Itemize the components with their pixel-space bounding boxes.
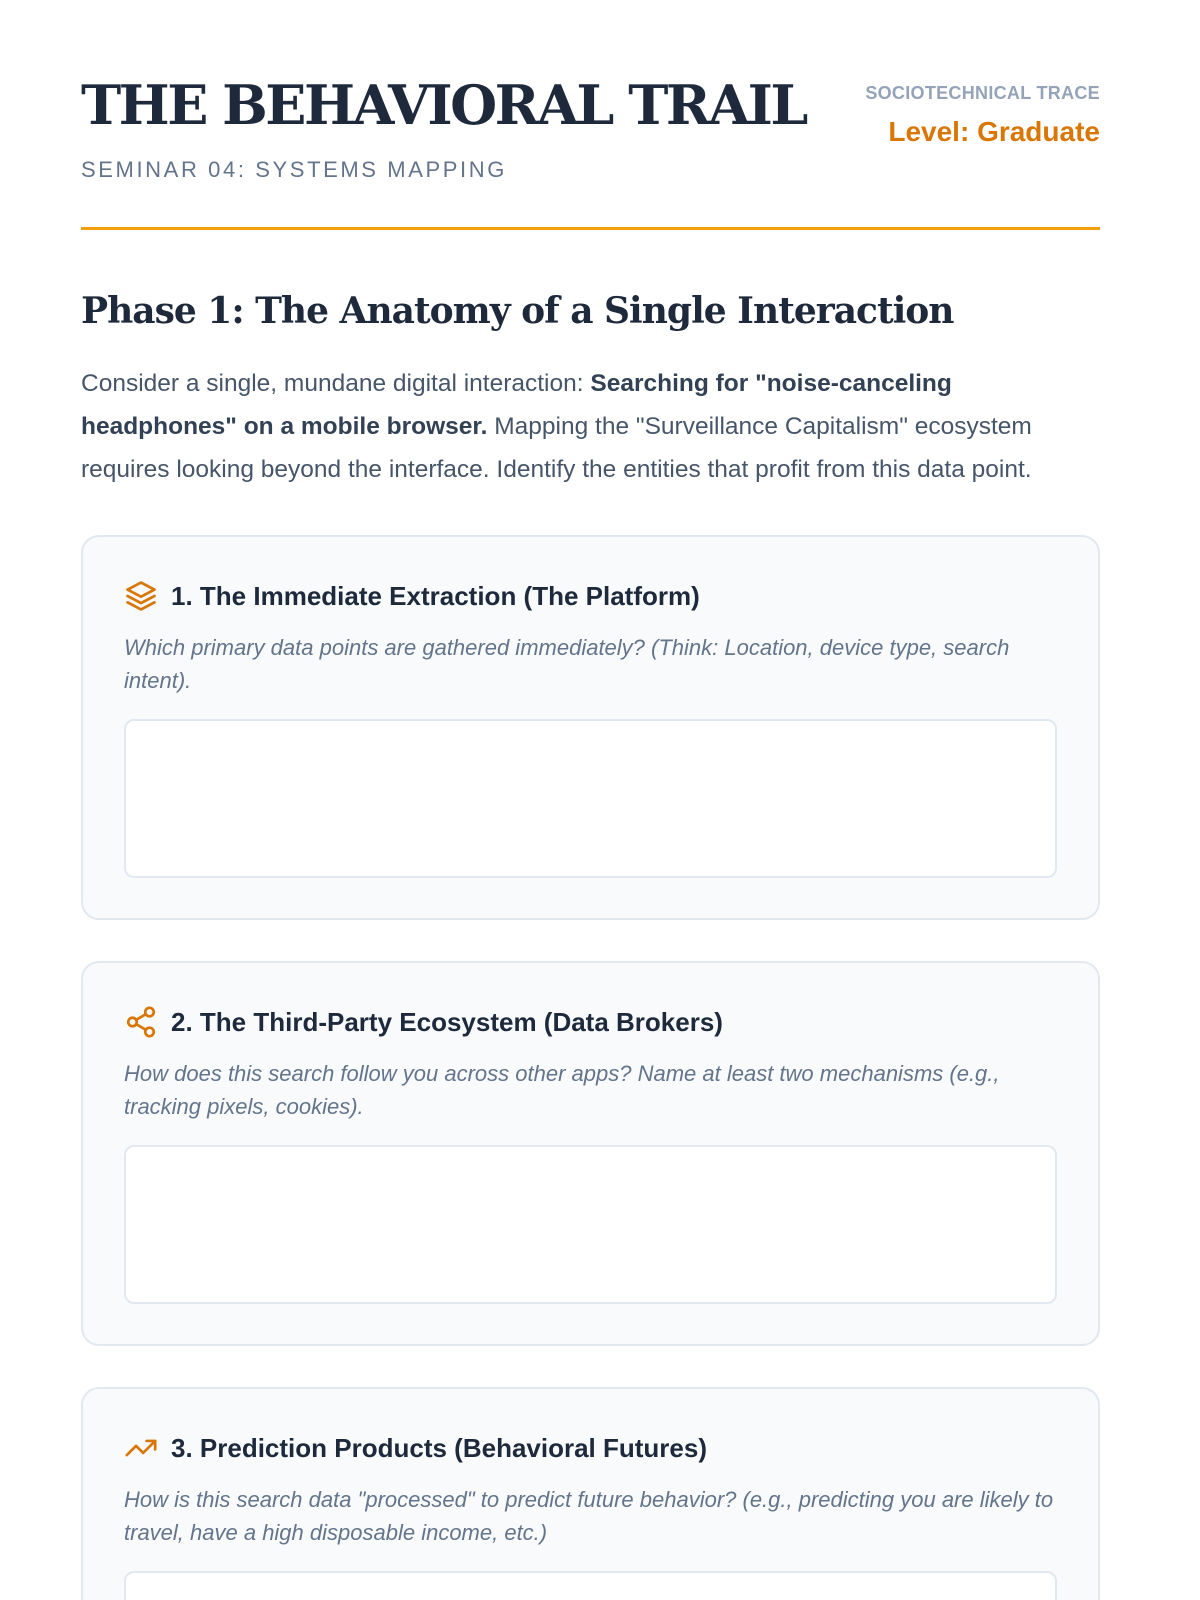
header-meta	[865, 82, 1100, 148]
phase-title: Phase 1: The Anatomy of a Single Interaction	[81, 290, 954, 332]
trending-up-icon	[124, 1431, 158, 1465]
card-header	[124, 1429, 1057, 1467]
answer-textarea-prediction[interactable]	[124, 1571, 1057, 1600]
card-title: 1. The Immediate Extraction (The Platform)	[171, 580, 700, 611]
card-title: 2. The Third-Party Ecosystem (Data Brokers)	[171, 1006, 723, 1037]
intro-lead: Consider a single, mundane digital interaction:	[81, 370, 591, 397]
seminar-subtitle: SEMINAR 04: SYSTEMS MAPPING	[81, 157, 507, 182]
card-hint: Which primary data points are gathered immediately? (Think: Location, device type, search intent).	[124, 635, 1010, 693]
intro-rest: Mapping the "Surveillance Capitalism" ecosystem requires looking beyond the interface. Identify the entities that profit from this data point.	[81, 413, 1032, 483]
card-header	[124, 1003, 1057, 1041]
card-hint: How is this search data "processed" to predict future behavior? (e.g., predicting you are likely to travel, have a high disposable income, etc.)	[124, 1487, 1054, 1545]
page-title: THE BEHAVIORAL TRAIL	[81, 73, 806, 137]
question-card-prediction	[81, 1387, 1100, 1600]
answer-textarea-extraction[interactable]	[124, 719, 1057, 878]
card-hint: How does this search follow you across other apps? Name at least two mechanisms (e.g., tracking pixels, cookies).	[124, 1061, 1000, 1119]
worksheet-header	[81, 0, 1100, 230]
phase-intro	[81, 362, 1100, 491]
trace-kicker: SOCIOTECHNICAL TRACE	[865, 83, 1100, 103]
share-icon	[124, 1005, 158, 1039]
answer-textarea-third-party[interactable]	[124, 1145, 1057, 1304]
question-card-third-party	[81, 961, 1100, 1346]
level-badge: Level: Graduate	[888, 116, 1100, 147]
layers-icon	[124, 579, 158, 613]
intro-highlight: Searching for "noise-canceling headphones" on a mobile browser.	[81, 370, 952, 440]
card-title: 3. Prediction Products (Behavioral Futures)	[171, 1432, 707, 1463]
question-card-extraction	[81, 535, 1100, 920]
card-header	[124, 577, 1057, 615]
